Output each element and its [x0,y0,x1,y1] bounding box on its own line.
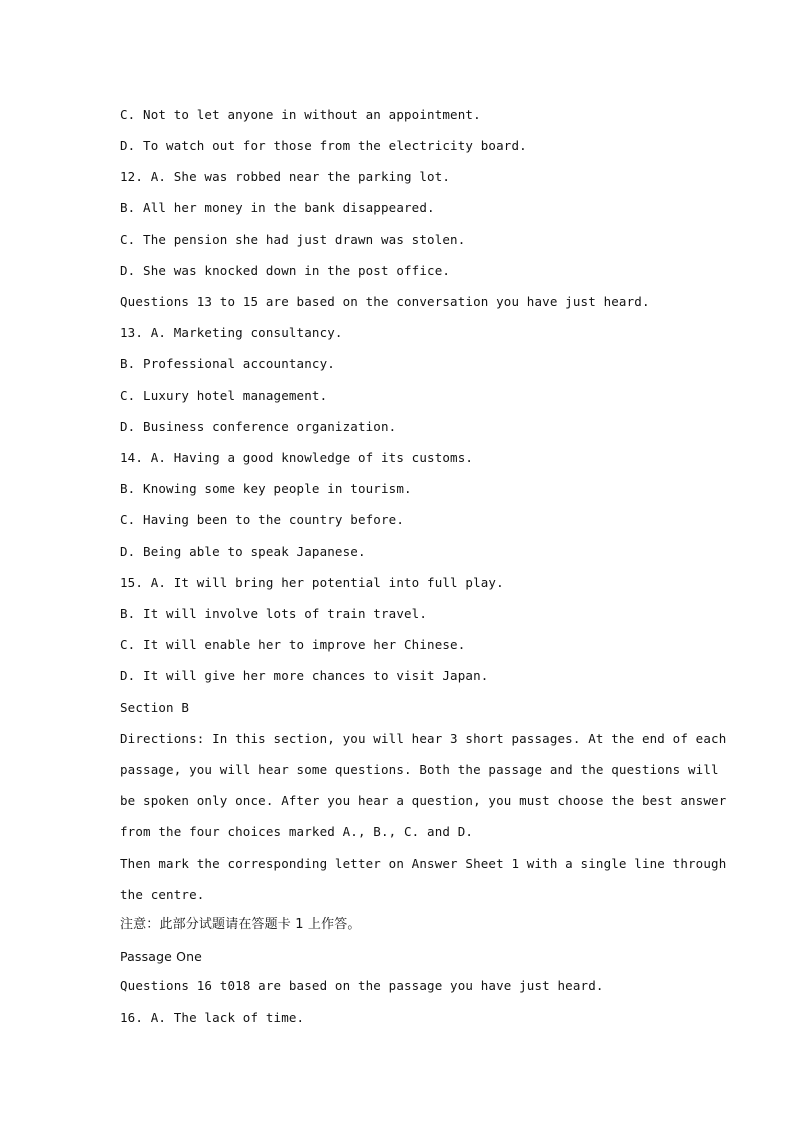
option-15d: D. It will give her more chances to visit Japan. [120,668,489,683]
questions-16-18-intro: Questions 16 t018 are based on the passage you have just heard. [120,978,604,993]
directions-line-3: be spoken only once. After you hear a question, you must choose the best answer [120,793,727,808]
option-15b: B. It will involve lots of train travel. [120,606,428,621]
question-16-option-a: 16. A. The lack of time. [120,1010,305,1025]
option-11d: D. To watch out for those from the electricity board. [120,138,527,153]
question-12-option-a: 12. A. She was robbed near the parking lot. [120,169,451,184]
option-12d: D. She was knocked down in the post office. [120,263,451,278]
directions-line-6: the centre. [120,887,205,902]
passage-heading: Passage One [120,949,203,964]
option-14c: C. Having been to the country before. [120,512,404,527]
option-13c: C. Luxury hotel management. [120,388,328,403]
option-13b: B. Professional accountancy. [120,356,335,371]
option-12c: C. The pension she had just drawn was stolen. [120,232,466,247]
directions-line-4: from the four choices marked A., B., C. and D. [120,824,474,839]
option-14d: D. Being able to speak Japanese. [120,544,366,559]
option-15c: C. It will enable her to improve her Chinese. [120,637,466,652]
option-11c: C. Not to let anyone in without an appointment. [120,107,481,122]
question-15-option-a: 15. A. It will bring her potential into full play. [120,575,504,590]
directions-line-5: Then mark the corresponding letter on Answer Sheet 1 with a single line through [120,856,727,871]
directions-line-2: passage, you will hear some questions. Both the passage and the questions will [120,762,719,777]
chinese-note: 注意：此部分试题请在答题卡 1 上作答。 [120,917,361,932]
directions-line-1: Directions: In this section, you will hear 3 short passages. At the end of each [120,731,727,746]
option-14b: B. Knowing some key people in tourism. [120,481,412,496]
question-14-option-a: 14. A. Having a good knowledge of its customs. [120,450,474,465]
questions-13-15-intro: Questions 13 to 15 are based on the conversation you have just heard. [120,294,650,309]
option-13d: D. Business conference organization. [120,419,397,434]
section-heading: Section B [120,700,190,715]
option-12b: B. All her money in the bank disappeared. [120,200,435,215]
question-13-option-a: 13. A. Marketing consultancy. [120,325,343,340]
